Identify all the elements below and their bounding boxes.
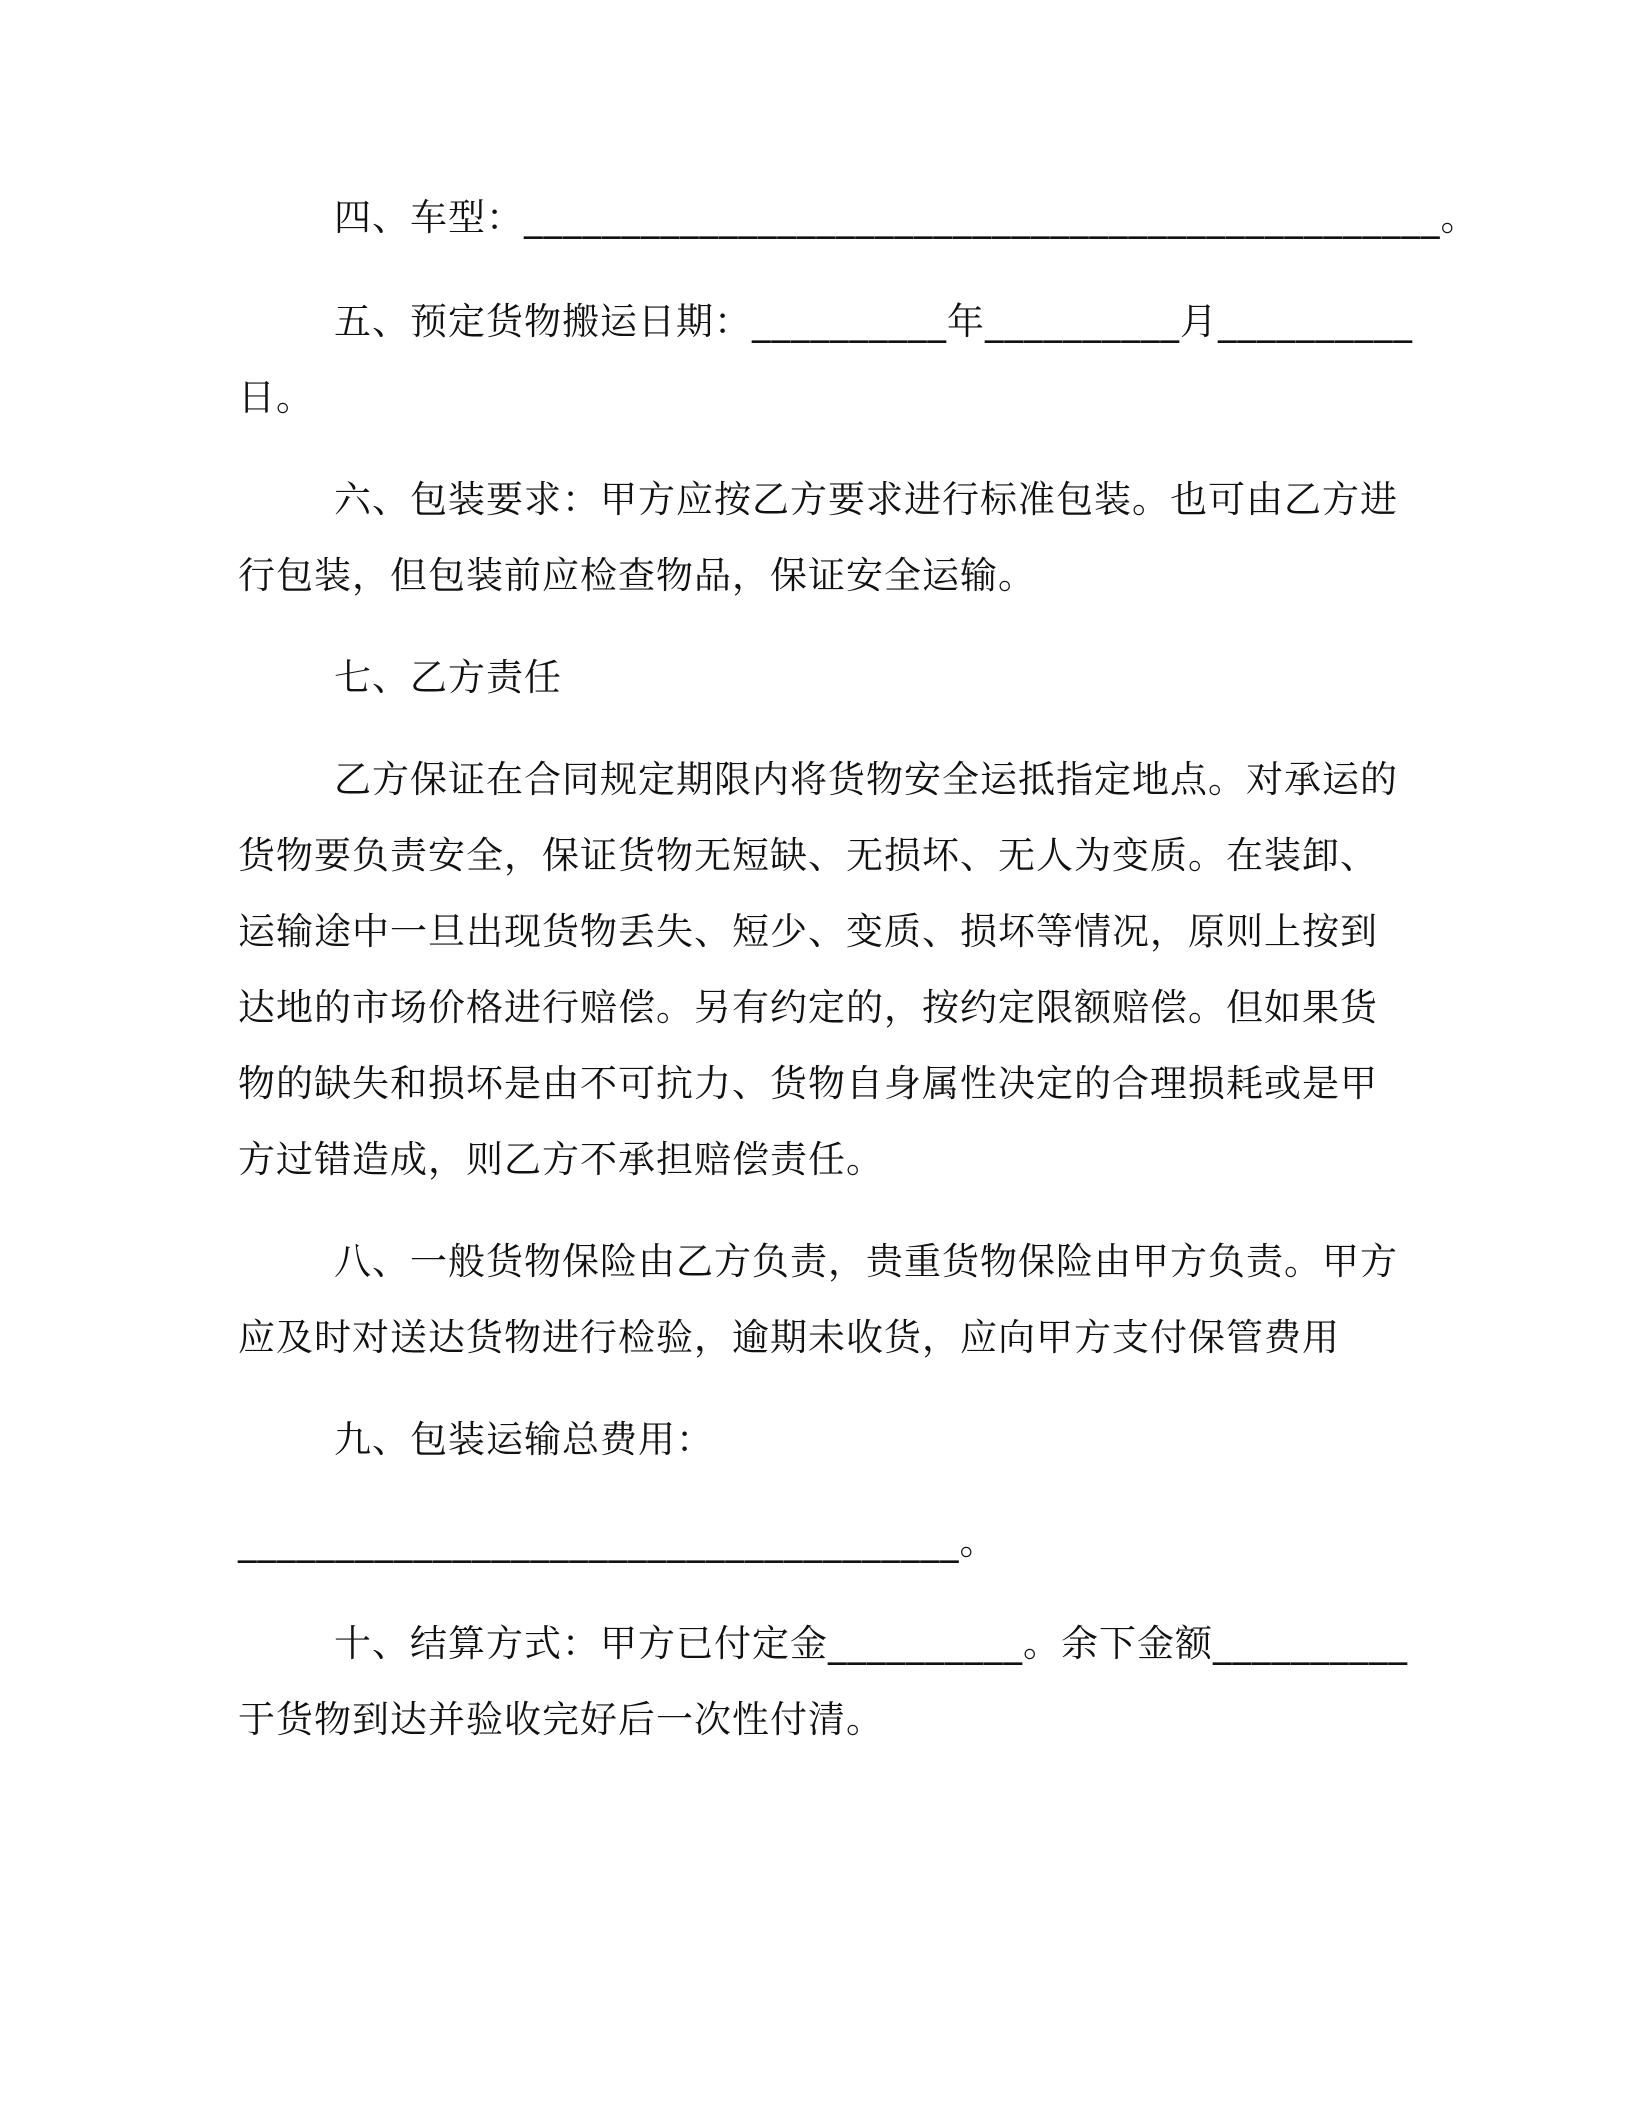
clause-7-text-5: 物的缺失和损坏是由不可抗力、货物自身属性决定的合理损耗或是甲	[238, 1062, 1378, 1105]
clause-7-text-1: 乙方保证在合同规定期限内将货物安全运抵指定地点。对承运的	[334, 758, 1398, 801]
clause-7-text-2: 货物要负责安全，保证货物无短缺、无损坏、无人为变质。在装卸、	[238, 834, 1378, 877]
clause-10-settlement-cont: 于货物到达并验收完好后一次性付清。	[238, 1698, 884, 1741]
clause-7-text-3: 运输途中一旦出现货物丢失、短少、变质、损坏等情况，原则上按到	[238, 910, 1378, 953]
clause-6-packaging-cont: 行包装，但包装前应检查物品，保证安全运输。	[238, 554, 1036, 597]
clause-8-insurance: 八、一般货物保险由乙方负责，贵重货物保险由甲方负责。甲方	[334, 1240, 1398, 1283]
clause-8-insurance-cont: 应及时对送达货物进行检验，逾期未收货，应向甲方支付保管费用	[238, 1316, 1340, 1359]
clause-6-packaging: 六、包装要求：甲方应按乙方要求进行标准包装。也可由乙方进	[334, 478, 1398, 521]
clause-9-total-fee: 九、包装运输总费用：	[334, 1418, 714, 1461]
clause-7-text-4: 达地的市场价格进行赔偿。另有约定的，按约定限额赔偿。但如果货	[238, 986, 1378, 1029]
clause-5-moving-date: 五、预定货物搬运日期：__________年__________月__________	[334, 300, 1413, 343]
clause-5-moving-date-cont: 日。	[238, 376, 314, 419]
clause-4-vehicle-type: 四、车型：_______________________________________________。	[334, 196, 1479, 239]
clause-10-settlement: 十、结算方式：甲方已付定金__________。余下金额__________	[334, 1622, 1408, 1665]
clause-9-total-fee-blank: _____________________________________。	[238, 1520, 998, 1563]
clause-7-text-6: 方过错造成，则乙方不承担赔偿责任。	[238, 1138, 884, 1181]
clause-7-heading: 七、乙方责任	[334, 656, 562, 699]
